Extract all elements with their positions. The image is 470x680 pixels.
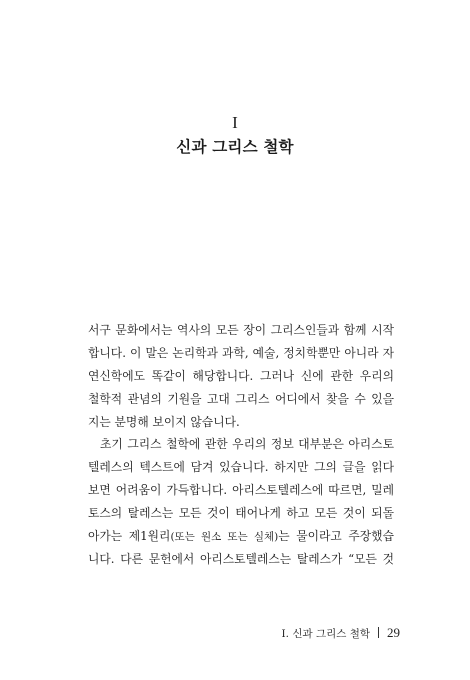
paragraph-1-line: 서구 문화에서는 역사의 모든 장이 그리스인들과 함께 시작 xyxy=(88,323,394,337)
chapter-number: I xyxy=(232,113,238,132)
page-footer xyxy=(0,626,400,641)
paragraph-2-line: 텔레스의 텍스트에 담겨 있습니다. 하지만 그의 글을 읽다 xyxy=(88,460,394,475)
paragraph-1-line: 연신학에도 똑같이 해당합니다. 그러나 신에 관한 우리의 xyxy=(88,368,394,383)
paragraph-2-line: 니다. 다른 문헌에서 아리스토텔레스는 탈레스가 “모든 것 xyxy=(88,551,394,566)
page-number: 29 xyxy=(387,625,400,640)
parenthetical-text: (또는 원소 또는 실체) xyxy=(170,531,279,544)
paragraph-2-line: 초기 그리스 철학에 관한 우리의 정보 대부분은 아리스토 xyxy=(100,437,394,452)
paragraph-1-line: 지는 분명해 보이지 않습니다. xyxy=(88,414,240,429)
footer-divider xyxy=(378,627,379,638)
paragraph-1-line: 철학적 관념의 기원을 고대 그리스 어디에서 찾을 수 있을 xyxy=(88,391,394,406)
paragraph-1-line: 합니다. 이 말은 논리학과 과학, 예술, 정치학뿐만 아니라 자 xyxy=(88,345,394,360)
line-text: 아가는 제1원리 xyxy=(88,529,171,544)
paragraph-2-line: 보면 어려움이 가득합니다. 아리스토텔레스에 따르면, 밀레 xyxy=(88,483,394,498)
running-head: I. 신과 그리스 철학 xyxy=(281,628,370,640)
paragraph-2-line-mixed xyxy=(88,525,394,548)
chapter-title: 신과 그리스 철학 xyxy=(176,137,294,156)
paragraph-2-line: 토스의 탈레스는 모든 것이 태어나게 하고 모든 것이 되돌 xyxy=(88,506,394,521)
body-text xyxy=(88,319,394,571)
line-text: 는 물이라고 주장했습 xyxy=(278,529,394,544)
